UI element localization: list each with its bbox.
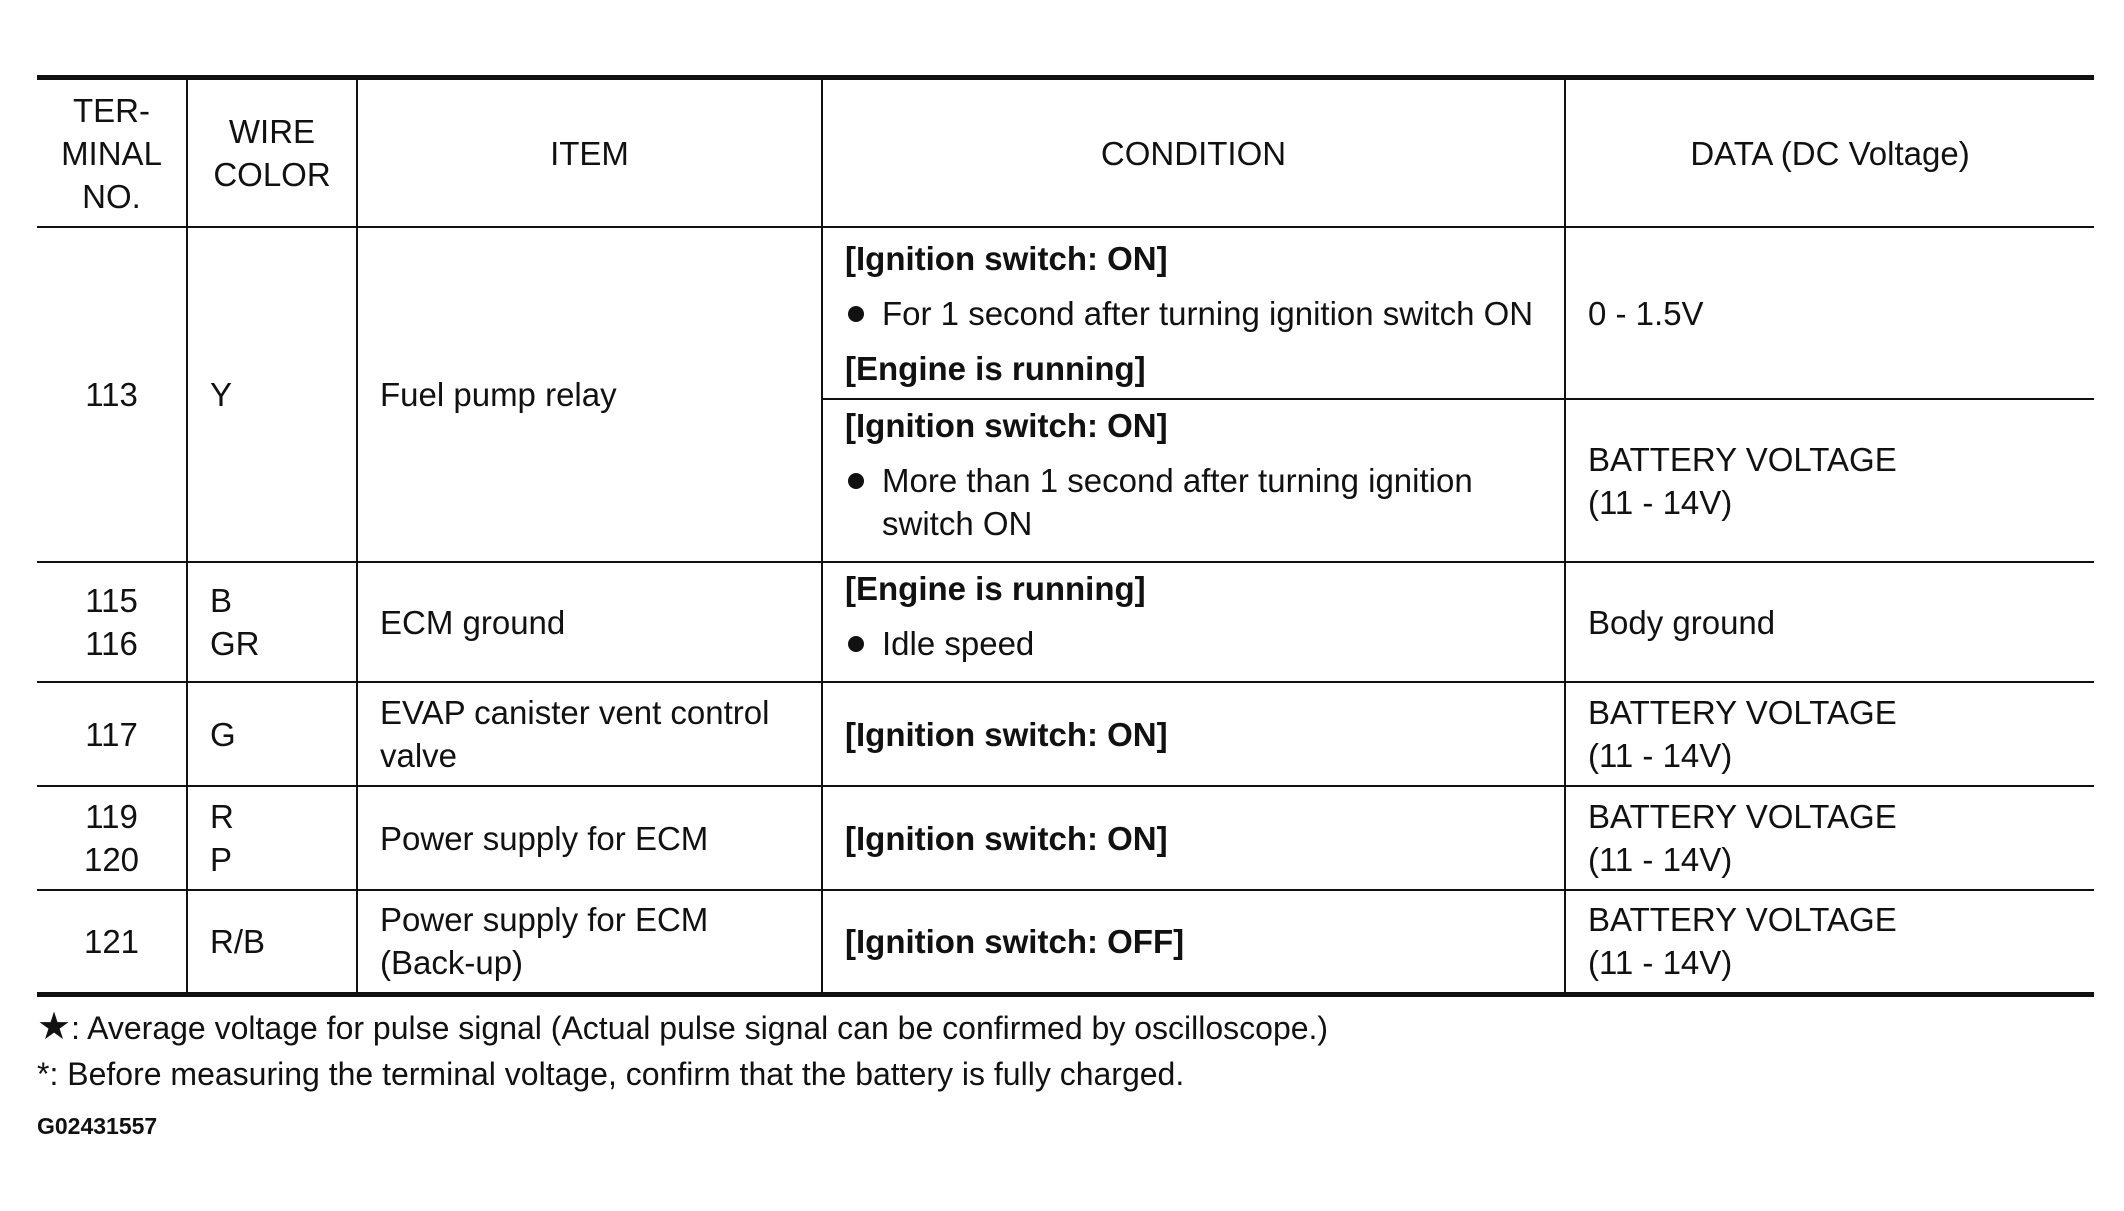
condition-cell [822, 890, 1565, 994]
header-data: DATA (DC Voltage) [1565, 78, 2094, 228]
item-text: ECM ground [380, 603, 566, 641]
terminal-no-cell [37, 890, 187, 994]
star-note-text: : Average voltage for pulse signal (Actual pulse signal can be confirmed by oscilloscope.) [71, 1010, 1329, 1046]
condition-bullet-text [882, 292, 1533, 335]
header-wire-line: WIRE [228, 113, 316, 150]
item-text: Power supply for ECM [380, 819, 709, 857]
header-terminal-line: TER- [73, 91, 150, 129]
condition-bullet-line: More than 1 second after turning ignition [882, 462, 1473, 499]
condition-bullet-line: For 1 second after turning ignition switch ON [882, 294, 1534, 332]
condition-cell [822, 227, 1565, 399]
item-cell [357, 682, 822, 786]
condition-heading: [Ignition switch: OFF] [845, 922, 1185, 960]
item-cell [357, 562, 822, 682]
table-row [37, 227, 2094, 399]
condition-bullet-line: switch ON [882, 505, 1033, 542]
condition-bullet-line: Idle speed [882, 625, 1035, 662]
terminal-no-cell [37, 227, 187, 562]
figure-id: G02431557 [37, 1113, 158, 1139]
wire-color: Y [210, 376, 233, 413]
condition-heading: [Ignition switch: ON] [845, 239, 1168, 277]
item-cell [357, 890, 822, 994]
condition-heading: [Ignition switch: ON] [845, 715, 1168, 753]
condition-heading: [Engine is running] [845, 570, 1146, 607]
header-item: ITEM [357, 78, 822, 228]
data-voltage: BATTERY VOLTAGE [1588, 901, 1897, 939]
table-row [37, 786, 2094, 890]
item-cell [357, 786, 822, 890]
terminal-no: 116 [85, 625, 138, 662]
bullet-dot-icon [848, 473, 864, 489]
data-voltage: (11 - 14V) [1588, 737, 1733, 774]
data-voltage: BATTERY VOLTAGE [1588, 798, 1897, 835]
condition-bullet-text [882, 622, 1034, 665]
condition-cell [822, 399, 1565, 562]
table-row [37, 682, 2094, 786]
terminal-no: 121 [83, 922, 140, 960]
header-wire-line: COLOR [213, 156, 331, 193]
table-notes [37, 1004, 1328, 1097]
header-condition: CONDITION [822, 78, 1565, 228]
terminal-no: 113 [85, 376, 138, 413]
table-row [37, 890, 2094, 994]
condition-cell [822, 682, 1565, 786]
data-voltage-cell [1565, 399, 2094, 562]
data-voltage: (11 - 14V) [1588, 944, 1733, 982]
data-voltage-cell [1565, 786, 2094, 890]
header-row [37, 78, 2094, 228]
terminal-no: 119 [85, 798, 138, 835]
data-voltage: (11 - 14V) [1588, 841, 1733, 878]
condition-heading: [Engine is running] [845, 349, 1146, 387]
condition-cell [822, 562, 1565, 682]
header-wire-color [187, 78, 357, 228]
data-voltage-cell [1565, 562, 2094, 682]
wire-color-cell [187, 890, 357, 994]
wire-color-cell [187, 682, 357, 786]
wire-color: GR [210, 625, 260, 662]
item-text: valve [380, 737, 458, 774]
item-cell [357, 227, 822, 562]
terminal-no: 115 [85, 582, 138, 619]
item-text: Power supply for ECM [380, 901, 709, 939]
table-row [37, 562, 2094, 682]
condition-bullet [845, 292, 1550, 335]
wire-color: R/B [210, 922, 266, 960]
condition-heading: [Ignition switch: ON] [845, 819, 1168, 857]
data-voltage: BATTERY VOLTAGE [1588, 440, 1897, 478]
item-text: (Back-up) [380, 944, 524, 982]
bullet-dot-icon [848, 306, 864, 322]
header-terminal-no [37, 78, 187, 228]
star-icon: ★ [37, 1006, 72, 1048]
condition-bullet [845, 459, 1550, 545]
wire-color: R [210, 798, 234, 835]
item-text: Fuel pump relay [380, 376, 617, 413]
data-voltage: Body ground [1588, 603, 1776, 641]
data-voltage: 0 - 1.5V [1588, 294, 1704, 332]
condition-bullet-text [882, 459, 1473, 545]
terminal-no: 117 [85, 715, 138, 753]
ecm-terminal-table [37, 75, 2094, 997]
wire-color: P [210, 841, 233, 878]
condition-bullet [845, 622, 1550, 665]
wire-color: B [210, 582, 233, 619]
data-voltage: BATTERY VOLTAGE [1588, 694, 1897, 731]
terminal-no: 120 [83, 841, 140, 878]
data-voltage-cell [1565, 890, 2094, 994]
terminal-no-cell [37, 682, 187, 786]
data-voltage-cell [1565, 682, 2094, 786]
wire-color-cell [187, 562, 357, 682]
header-terminal-line: MINAL [61, 134, 162, 172]
item-text: EVAP canister vent control [380, 694, 770, 731]
data-voltage: (11 - 14V) [1588, 483, 1733, 521]
condition-cell [822, 786, 1565, 890]
asterisk-note: *: Before measuring the terminal voltage, confirm that the battery is fully charged. [37, 1056, 1185, 1092]
table-body [37, 227, 2094, 994]
bullet-dot-icon [848, 636, 864, 652]
condition-heading: [Ignition switch: ON] [845, 407, 1168, 444]
header-terminal-line: NO. [82, 177, 141, 215]
terminal-no-cell [37, 786, 187, 890]
star-note [37, 1004, 1328, 1051]
wire-color: G [210, 715, 236, 753]
wire-color-cell [187, 227, 357, 562]
data-voltage-cell [1565, 227, 2094, 399]
terminal-no-cell [37, 562, 187, 682]
wire-color-cell [187, 786, 357, 890]
